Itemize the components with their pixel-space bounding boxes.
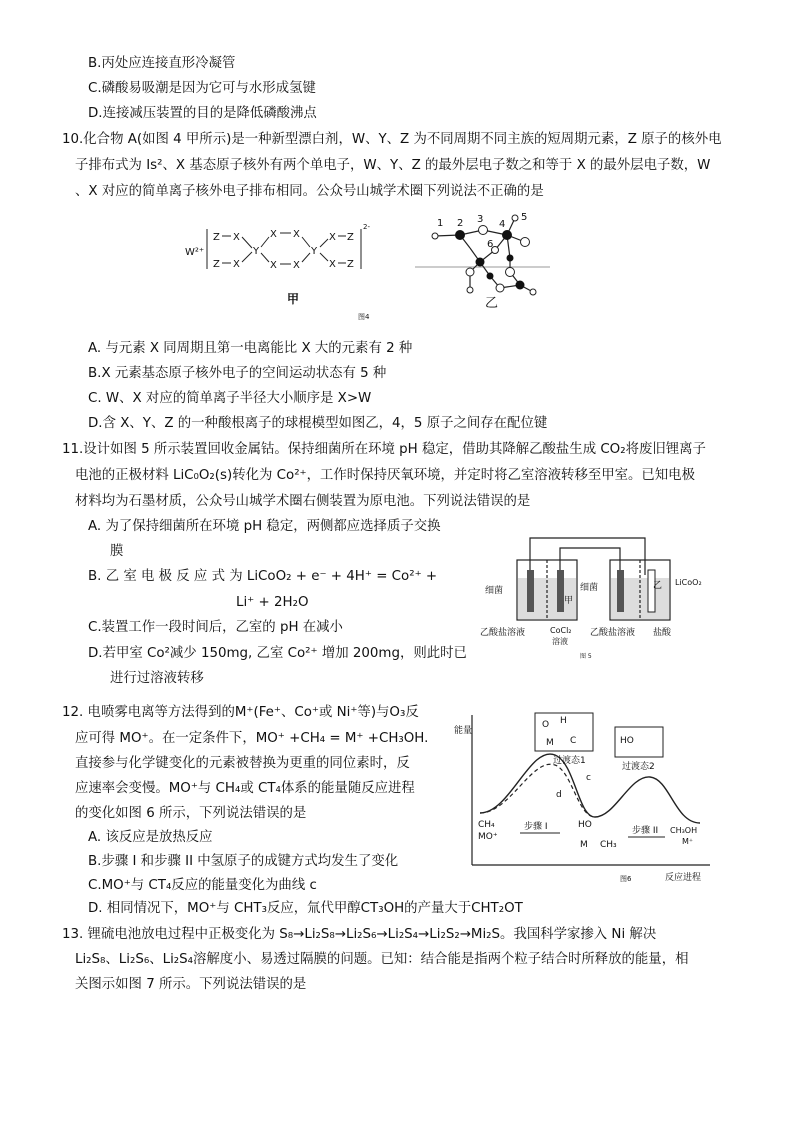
jia-z-rt: Z — [347, 232, 354, 243]
jia-w-ion: W²⁺ — [185, 247, 205, 258]
figure-4-jia — [185, 215, 385, 310]
q12-stem-line-5: 的变化如图 6 所示，下列说法错误的是 — [75, 806, 307, 821]
fig5-cocl2-line2: 溶液 — [552, 637, 568, 646]
fig6-product-ch3oh: CH₃OH — [670, 826, 698, 835]
q11-option-d-line-2: 进行过溶液转移 — [110, 671, 204, 686]
fig6-int-m: M — [580, 840, 588, 850]
fig6-ts1-h: H — [560, 716, 567, 726]
jia-x-lb: X — [233, 259, 240, 270]
q12-option-b: B.步骤 I 和步骤 II 中氢原子的成键方式均发生了变化 — [88, 854, 399, 869]
jia-caption: 甲 — [287, 292, 300, 306]
q12-option-d: D. 相同情况下，MO⁺与 CHT₃反应，氚代甲醇CT₃OH的产量大于CHT₂OT — [88, 901, 523, 916]
fig5-cocl2-line1: CoCl₂ — [550, 626, 572, 635]
fig6-curve-d: d — [556, 790, 562, 800]
jia-x-bot-l: X — [270, 260, 277, 271]
figure-5 — [475, 530, 715, 662]
figure-4-label: 图4 — [358, 313, 370, 321]
jia-y-left: Y — [253, 246, 260, 257]
q10-stem-line-2: 子排布式为 Is²、X 基态原子核外有两个单电子，W、Y、Z 的最外层电子数之和等于 X 的最外层电子数，W — [75, 158, 711, 173]
jia-x-lt: X — [233, 232, 240, 243]
fig6-product-m: M⁺ — [682, 837, 694, 846]
q11-option-b-line-1: B. 乙 室 电 极 反 应 式 为 LiCoO₂ + e⁻ + 4H⁺ = Co²⁺ + — [88, 569, 438, 584]
yi-num-5: 5 — [521, 212, 528, 223]
q11-stem-line-3: 材料均为石墨材质，公众号山城学术圈右侧装置为原电池。下列说法错误的是 — [75, 494, 531, 509]
fig6-int-ch3: CH₃ — [600, 840, 617, 850]
fig5-yi-label: 乙 — [653, 581, 663, 591]
fig5-hcl: 盐酸 — [653, 628, 672, 638]
fig6-reactant-mo: MO⁺ — [478, 832, 498, 842]
fig5-licoo2: LiCoO₂ — [675, 578, 702, 587]
fig5-acetate-left: 乙酸盐溶液 — [480, 628, 526, 638]
fig6-ts1-c: C — [570, 736, 577, 746]
q11-option-a-line-2: 膜 — [110, 544, 124, 559]
jia-x-rb: X — [329, 259, 336, 270]
fig6-step2: 步骤 II — [632, 826, 659, 836]
fig5-jia-label: 甲 — [564, 596, 574, 606]
q13-stem-line-1: 13. 锂硫电池放电过程中正极变化为 S₈→Li₂S₈→Li₂S₆→Li₂S₄→Li₂S₂→Mi₂S。我国科学家掺入 Ni 解决 — [62, 927, 657, 942]
q10-option-b: B.X 元素基态原子核外电子的空间运动状态有 5 种 — [88, 366, 387, 381]
yi-num-4: 4 — [499, 219, 506, 230]
jia-x-rt: X — [329, 232, 336, 243]
q13-stem-line-3: 关图示如图 7 所示。下列说法错误的是 — [75, 977, 307, 992]
fig6-caption: 图6 — [620, 875, 632, 883]
jia-z-lb: Z — [213, 259, 220, 270]
yi-num-2: 2 — [457, 218, 464, 229]
fig6-reactant-ch4: CH₄ — [478, 820, 495, 830]
figure-4-yi — [415, 210, 550, 310]
q11-option-c: C.装置工作一段时间后，乙室的 pH 在减小 — [88, 620, 343, 635]
jia-charge: 2- — [363, 223, 370, 231]
fig5-bacteria-left: 细菌 — [485, 586, 504, 596]
q9-option-b: B.丙处应连接直形冷凝管 — [88, 56, 236, 71]
q10-option-c: C. W、X 对应的简单离子半径大小顺序是 X>W — [88, 391, 372, 406]
jia-x-top-l: X — [270, 229, 277, 240]
fig6-int-ho: HO — [578, 820, 592, 830]
jia-x-top-r: X — [293, 229, 300, 240]
q11-stem-line-1: 11.设计如图 5 所示装置回收金属钴。保持细菌所在环境 pH 稳定，借助其降解乙酸盐生成 CO₂将废旧锂离子 — [62, 442, 706, 457]
fig6-y-axis-l1: 能量 — [454, 726, 473, 736]
fig6-ts2-ho: HO — [620, 736, 634, 746]
q10-option-a: A. 与元素 X 同周期且第一电离能比 X 大的元素有 2 种 — [88, 341, 413, 356]
q12-stem-line-2: 应可得 MO⁺。在一定条件下，MO⁺ +CH₄ = M⁺ +CH₃OH. — [75, 731, 429, 746]
fig5-acetate-right: 乙酸盐溶液 — [590, 628, 636, 638]
q12-stem-line-1: 12. 电喷雾电离等方法得到的M⁺(Fe⁺、Co⁺或 Ni⁺等)与O₃反 — [62, 705, 419, 720]
jia-y-right: Y — [311, 246, 318, 257]
figure-6 — [450, 705, 715, 885]
fig6-ts1-o: O — [542, 720, 550, 730]
q11-option-a-line-1: A. 为了保持细菌所在环境 pH 稳定，两侧都应选择质子交换 — [88, 519, 441, 534]
q13-stem-line-2: Li₂S₈、Li₂S₆、Li₂S₄溶解度小、易透过隔膜的问题。已知：结合能是指两个粒子结合时所释放的能量，相 — [75, 952, 689, 967]
yi-num-6: 6 — [487, 239, 494, 250]
jia-z-rb: Z — [347, 259, 354, 270]
q9-option-d: D.连接减压装置的目的是降低磷酸沸点 — [88, 106, 317, 121]
fig6-x-axis: 反应进程 — [665, 873, 702, 883]
q10-stem-line-1: 10.化合物 A(如图 4 甲所示)是一种新型漂白剂，W、Y、Z 为不同周期不同主族的短周期元素，Z 原子的核外电 — [62, 132, 722, 147]
q10-stem-line-3: 、X 对应的简单离子核外电子排布相同。公众号山城学术圈下列说法不正确的是 — [75, 184, 544, 199]
yi-num-1: 1 — [437, 218, 444, 229]
q12-stem-line-3: 直接参与化学键变化的元素被替换为更重的同位素时，反 — [75, 756, 410, 771]
q11-stem-line-2: 电池的正极材料 LiC₀O₂(s)转化为 Co²⁺，工作时保持厌氧环境，并定时将乙室溶液转移至甲室。已知电极 — [75, 468, 695, 483]
yi-caption: 乙 — [485, 296, 499, 310]
q11-option-b-line-2: Li⁺ + 2H₂O — [236, 595, 309, 610]
fig6-ts2-label: 过渡态2 — [622, 762, 655, 772]
yi-num-3: 3 — [477, 214, 484, 225]
fig5-caption: 图 5 — [580, 653, 592, 660]
q12-option-c: C.MO⁺与 CT₄反应的能量变化为曲线 c — [88, 878, 317, 893]
fig6-ts1-m: M — [546, 738, 554, 748]
fig5-bacteria-right: 细菌 — [580, 583, 599, 593]
q12-option-a: A. 该反应是放热反应 — [88, 830, 213, 845]
q11-option-d-line-1: D.若甲室 Co²减少 150mg, 乙室 Co²⁺ 增加 200mg，则此时已 — [88, 646, 467, 661]
q10-option-d: D.含 X、Y、Z 的一种酸根离子的球棍模型如图乙，4，5 原子之间存在配位键 — [88, 416, 548, 431]
jia-x-bot-r: X — [293, 260, 300, 271]
fig6-ts1-label: 过渡态1 — [553, 756, 586, 766]
q9-option-c: C.磷酸易吸潮是因为它可与水形成氢键 — [88, 81, 316, 96]
q12-stem-line-4: 应速率会变慢。MO⁺与 CH₄或 CT₄体系的能量随反应进程 — [75, 781, 415, 796]
fig6-curve-c: c — [586, 773, 591, 783]
fig6-step1: 步骤 I — [524, 822, 548, 832]
jia-z-lt: Z — [213, 232, 220, 243]
